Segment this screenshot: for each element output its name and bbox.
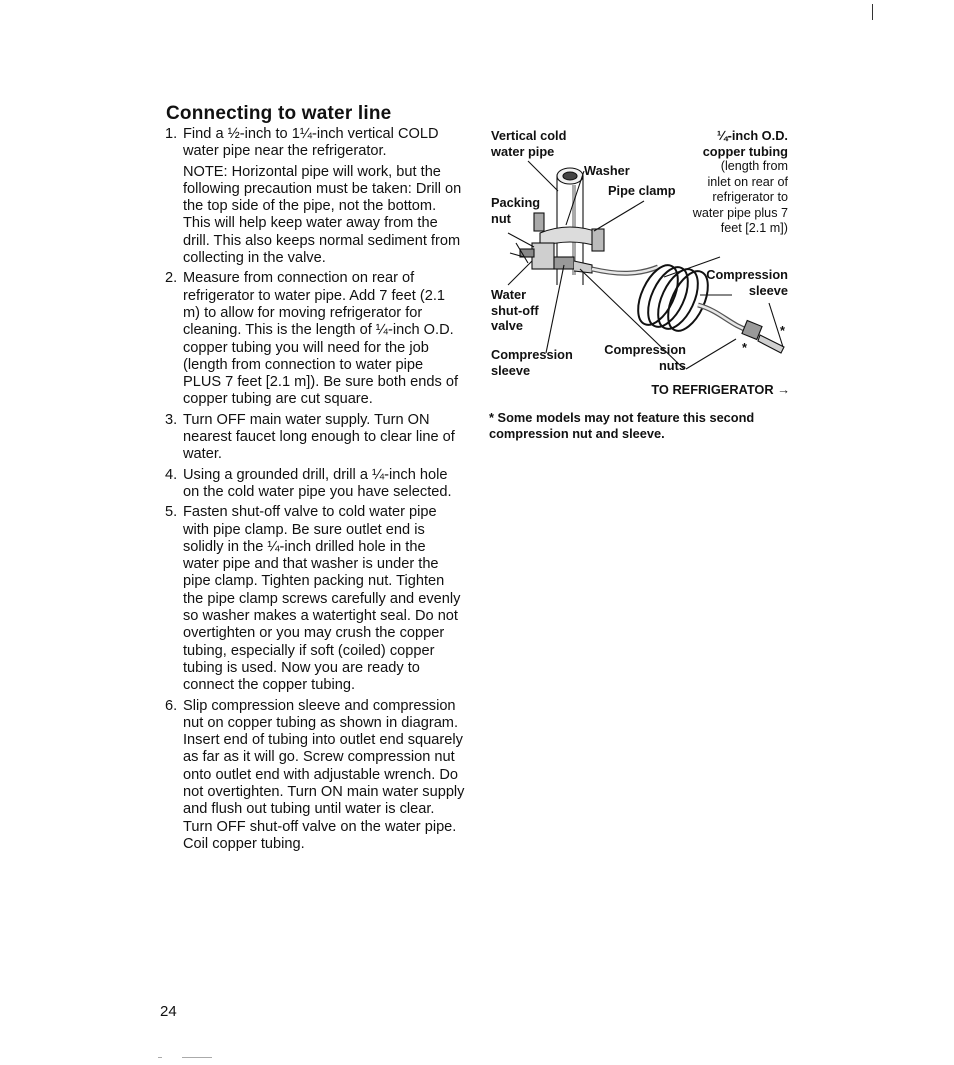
label-compression-sleeve-left: Compression sleeve — [491, 347, 573, 378]
step-number: 2. — [165, 270, 178, 287]
label-washer: Washer — [584, 163, 630, 178]
label-compression-sleeve-right: Compression sleeve — [706, 267, 788, 298]
label-vertical-cold-water-pipe: Vertical cold water pipe — [491, 128, 567, 159]
step-number: 3. — [165, 411, 178, 428]
pipe-bore — [563, 172, 577, 180]
footnote-marker: * — [780, 323, 785, 338]
tubing-to-refrigerator-highlight — [698, 305, 750, 331]
step-text: Fasten shut-off valve to cold water pipe with pipe clamp. Be sure outlet end is solidly in the ¼-inch drilled hole in the water pipe and that washer is under the pipe clamp. Tighten packing nut. Tighten the pipe clamp screws carefully and evenly so washer makes a watertight seal. Do not overtighten or you may crush the copper tubing, especially if soft (coiled) copper tubing is used. Now you are ready to connect the copper tubing. — [183, 504, 461, 694]
clamp-screw — [592, 229, 604, 251]
page-edge-mark — [872, 4, 873, 20]
page-number: 24 — [160, 1003, 177, 1020]
step-text: Turn OFF main water supply. Turn ON nearest faucet long enough to clear line of water. — [183, 411, 455, 463]
step-note: NOTE: Horizontal pipe will work, but the following precaution must be taken: Drill on the top side of the pipe, not the bottom. This will help keep water away from the drill. This also keeps normal sediment from collecting in the valve. — [183, 163, 462, 267]
step-number: 5. — [165, 504, 178, 521]
tubing-coil — [650, 263, 706, 335]
leader-compression-sleeve-left — [546, 265, 564, 353]
step-number: 6. — [165, 697, 178, 714]
leader-pipe-clamp — [594, 201, 644, 231]
step-text: Measure from connection on rear of refrigerator to water pipe. Add 7 feet (2.1 m) to allow for moving refrigerator for cleaning. This is the length of ¼-inch O.D. copper tubing you will need for the job (length from connection to water pipe PLUS 7 feet [2.1 m]). Be sure both ends of copper tubing are cut square. — [183, 270, 459, 408]
footer-rule — [182, 1057, 212, 1058]
label-copper-tubing: ¼-inch O.D. copper tubing — [702, 128, 788, 159]
step-3 — [160, 412, 465, 464]
leader-compression-nuts-2 — [686, 339, 736, 369]
step-5 — [160, 504, 465, 694]
instruction-steps — [160, 126, 465, 856]
step-2 — [160, 270, 465, 408]
step-1 — [160, 126, 465, 267]
leader-shutoff-valve — [508, 261, 532, 285]
step-4 — [160, 467, 465, 502]
step-6 — [160, 698, 465, 854]
leader-water-pipe — [528, 161, 558, 191]
section-heading: Connecting to water line — [166, 103, 392, 124]
footnote-marker: * — [742, 340, 747, 355]
label-to-refrigerator: TO REFRIGERATOR → — [651, 382, 790, 397]
label-compression-nuts: Compression nuts — [604, 342, 686, 373]
step-number: 1. — [165, 126, 178, 142]
water-line-diagram — [488, 125, 798, 400]
valve-body — [532, 243, 554, 269]
label-pipe-clamp: Pipe clamp — [608, 183, 676, 198]
diagram-footnote: * Some models may not feature this second compression nut and sleeve. — [489, 410, 755, 441]
leader-packing-nut — [508, 233, 534, 247]
step-text: Using a grounded drill, drill a ¼-inch hole on the cold water pipe you have selected. — [183, 466, 452, 500]
step-text: Find a ½-inch to 1¼-inch vertical COLD water pipe near the refrigerator. — [183, 126, 439, 160]
label-water-shutoff-valve: Water shut-off valve — [491, 287, 539, 333]
footer-mark — [158, 1057, 162, 1058]
step-number: 4. — [165, 466, 178, 483]
step-text: Slip compression sleeve and compression nut on copper tubing as shown in diagram. Insert end of tubing into outlet end squarely as far as it will go. Screw compression nut onto outlet end with adjustable wrench. Do not overtighten. Turn ON main water supply and flush out tubing until water is clear. Turn OFF shut-off valve on the water pipe. Coil copper tubing. — [183, 697, 465, 852]
label-packing-nut: Packing nut — [491, 195, 541, 226]
label-copper-tubing-length-note: (length from inlet on rear of refrigerator to water pipe plus 7 feet [2.1 m]) — [692, 159, 788, 235]
